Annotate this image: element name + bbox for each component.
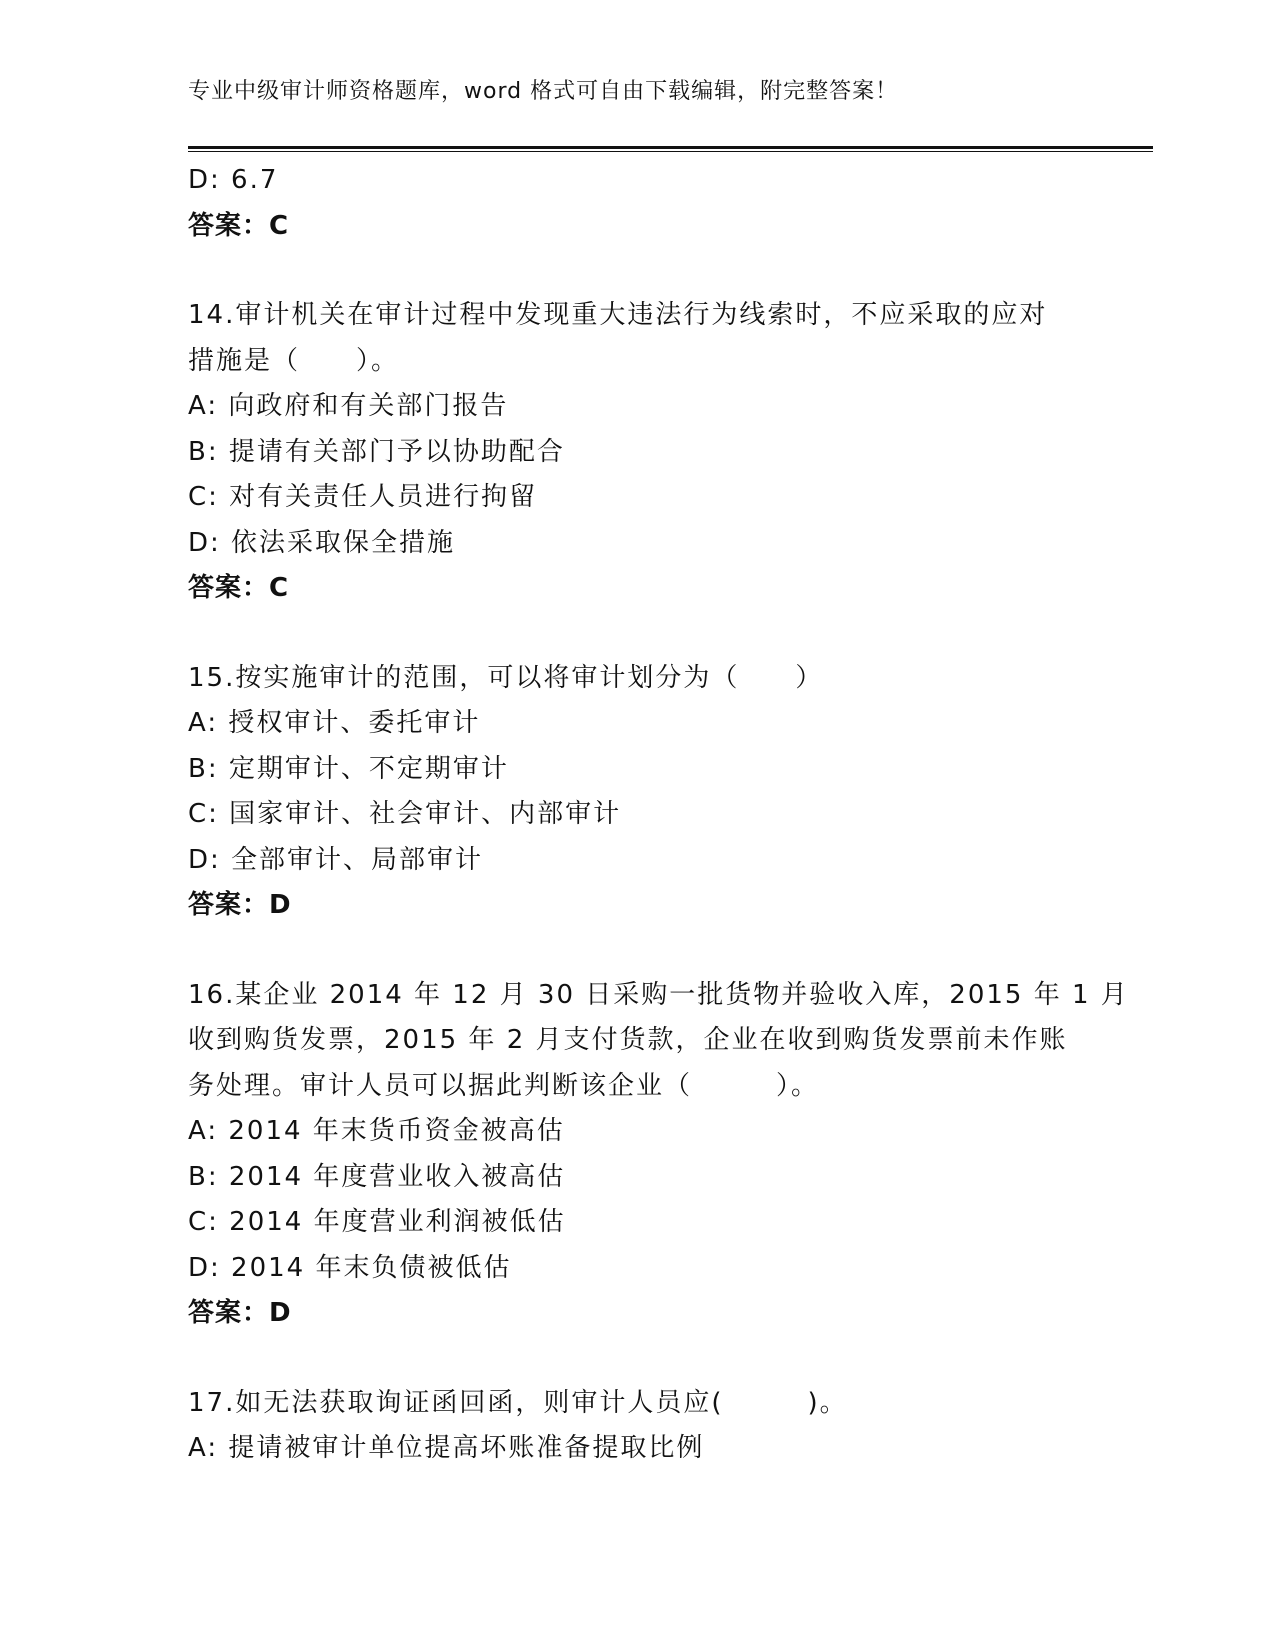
q15-answer: 答案：D — [188, 890, 292, 920]
spacer — [188, 1337, 1088, 1381]
q16-option-a: A: 2014 年末货币资金被高估 — [188, 1116, 565, 1146]
q16-answer: 答案：D — [188, 1298, 292, 1328]
q15-stem-line-1: 15.按实施审计的范围，可以将审计划分为（ ） — [188, 662, 824, 693]
spacer — [188, 249, 1088, 293]
question-17 — [188, 1381, 1088, 1472]
q16-stem-line-1: 16.某企业 2014 年 12 月 30 日采购一批货物并验收入库，2015 年 1 月 — [188, 979, 1129, 1010]
q16-option-c: C: 2014 年度营业利润被低估 — [188, 1207, 566, 1237]
q14-option-d: D: 依法采取保全措施 — [188, 527, 456, 558]
q14-option-c: C: 对有关责任人员进行拘留 — [188, 482, 538, 512]
q15-option-c: C: 国家审计、社会审计、内部审计 — [188, 799, 622, 829]
q16-option-d: D: 2014 年末负债被低估 — [188, 1252, 512, 1283]
q14-option-b: B: 提请有关部门予以协助配合 — [188, 436, 565, 467]
q13-option-d: D: 6.7 — [188, 165, 279, 195]
q15-option-b: B: 定期审计、不定期审计 — [188, 753, 509, 784]
question-16 — [188, 973, 1129, 1337]
q14-answer: 答案：C — [188, 573, 290, 603]
question-14 — [188, 293, 1088, 612]
q15-option-d: D: 全部审计、局部审计 — [188, 844, 484, 875]
q13-answer: 答案：C — [188, 210, 290, 241]
header-rule-thick — [188, 146, 1153, 149]
spacer — [188, 612, 1088, 656]
q14-option-a: A: 向政府和有关部门报告 — [188, 391, 509, 421]
q17-option-a: A: 提请被审计单位提高坏账准备提取比例 — [188, 1433, 705, 1463]
q16-stem-line-2: 收到购货发票，2015 年 2 月支付货款，企业在收到购货发票前未作账 — [188, 1025, 1068, 1055]
question-15 — [188, 656, 1088, 929]
spacer — [188, 929, 1088, 973]
q17-stem-line-1: 17.如无法获取询证函回函，则审计人员应( )。 — [188, 1387, 848, 1418]
q16-option-b: B: 2014 年度营业收入被高估 — [188, 1161, 566, 1192]
q15-option-a: A: 授权审计、委托审计 — [188, 708, 481, 738]
header-text: 专业中级审计师资格题库，word 格式可自由下载编辑，附完整答案！ — [188, 79, 899, 104]
q14-stem-line-1: 14.审计机关在审计过程中发现重大违法行为线索时，不应采取的应对 — [188, 300, 1048, 330]
q14-stem-line-2: 措施是（ ）。 — [188, 345, 400, 376]
question-content — [188, 158, 1129, 1472]
q16-stem-line-3: 务处理。审计人员可以据此判断该企业（ ）。 — [188, 1070, 820, 1101]
header-rule-thin — [188, 151, 1153, 152]
